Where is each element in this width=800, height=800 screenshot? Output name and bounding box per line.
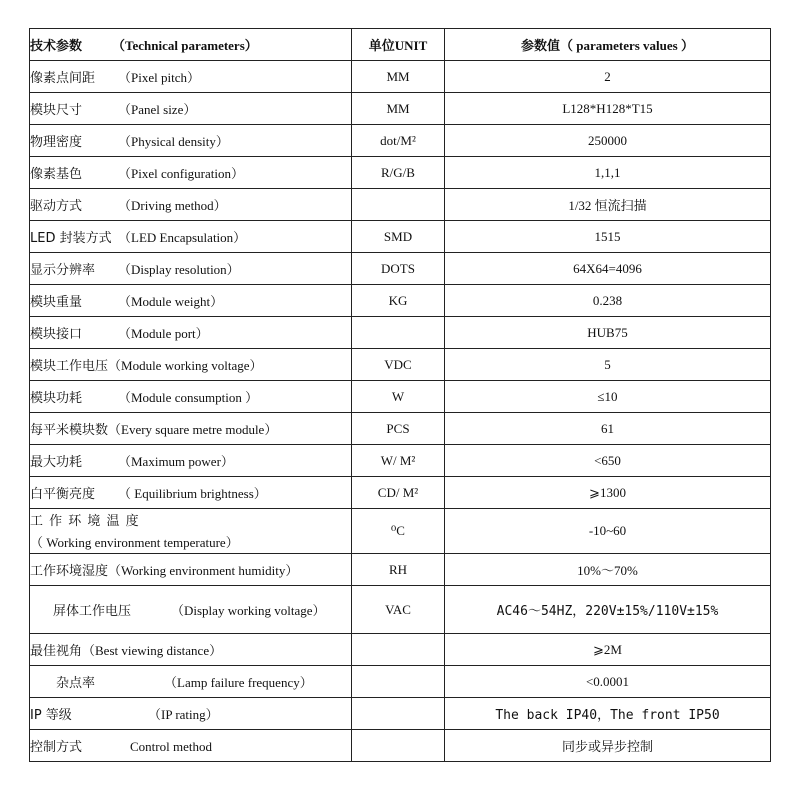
param-cell [30, 285, 352, 317]
header-param-cn: 技术参数 [30, 38, 83, 53]
unit-cell: DOTS [352, 253, 445, 285]
param-en: （Lamp failure frequency） [164, 675, 313, 690]
table-row [30, 317, 771, 349]
param-cn: 模块重量 [30, 295, 83, 310]
param-cell [30, 349, 352, 381]
value-cell: -10~60 [445, 509, 771, 554]
param-en: （Pixel configuration） [118, 166, 245, 181]
header-row [30, 29, 771, 61]
param-en: （ Working environment temperature） [30, 534, 239, 550]
param-cell [30, 93, 352, 125]
table-row [30, 381, 771, 413]
param-cn: 杂点率 [56, 676, 96, 691]
table-row [30, 666, 771, 698]
header-value: 参数值（ parameters values ） [445, 29, 771, 61]
param-cn: 像素点间距 [30, 71, 96, 86]
param-cn: LED 封装方式 [30, 231, 112, 246]
param-cell [30, 413, 352, 445]
value-cell: <0.0001 [445, 666, 771, 698]
value-cell: 5 [445, 349, 771, 381]
unit-cell [352, 634, 445, 666]
param-cell [30, 317, 352, 349]
table-row [30, 253, 771, 285]
param-en: （Working environment humidity） [108, 563, 299, 578]
table-row [30, 586, 771, 634]
param-en: （Maximum power） [118, 454, 234, 469]
param-cn: 模块功耗 [30, 391, 83, 406]
param-en: Control method [130, 739, 212, 754]
table-row [30, 554, 771, 586]
table-row [30, 157, 771, 189]
unit-cell: dot/M² [352, 125, 445, 157]
param-cn: 驱动方式 [30, 199, 83, 214]
value-cell: HUB75 [445, 317, 771, 349]
param-cell [30, 157, 352, 189]
value-cell: 0.238 [445, 285, 771, 317]
param-cn: 显示分辨率 [30, 263, 96, 278]
value-cell: 1/32 恒流扫描 [445, 189, 771, 221]
value-cell: ⩾1300 [445, 477, 771, 509]
unit-cell [352, 666, 445, 698]
param-en: （Display working voltage） [171, 603, 326, 618]
value-cell: 1515 [445, 221, 771, 253]
unit-cell: RH [352, 554, 445, 586]
unit-cell [352, 730, 445, 762]
param-en: （Every square metre module） [108, 422, 278, 437]
value-cell: ≤10 [445, 381, 771, 413]
table-row [30, 93, 771, 125]
param-cn: 最大功耗 [30, 455, 83, 470]
value-cell: 2 [445, 61, 771, 93]
table-row [30, 477, 771, 509]
param-en: （Module working voltage） [108, 358, 263, 373]
param-cn: 模块接口 [30, 327, 83, 342]
param-cn: IP 等级 [30, 708, 72, 723]
value-cell: L128*H128*T15 [445, 93, 771, 125]
value-cell: 61 [445, 413, 771, 445]
value-cell: 1,1,1 [445, 157, 771, 189]
header-unit: 单位UNIT [352, 29, 445, 61]
spec-table [29, 28, 771, 762]
param-cn: 每平米模块数 [30, 423, 109, 438]
param-cn: 物理密度 [30, 135, 83, 150]
unit-cell: MM [352, 93, 445, 125]
param-cell [30, 189, 352, 221]
value-cell: <650 [445, 445, 771, 477]
value-cell: The back IP40，The front IP50 [445, 698, 771, 730]
header-param-en: （Technical parameters） [112, 38, 258, 53]
param-cell [30, 730, 352, 762]
param-cell [30, 586, 352, 634]
table-row [30, 634, 771, 666]
param-cn: 模块工作电压 [30, 359, 109, 374]
table-row [30, 698, 771, 730]
param-cn: 模块尺寸 [30, 103, 83, 118]
param-en: （Panel size） [118, 102, 197, 117]
param-en: （Best viewing distance） [82, 643, 223, 658]
unit-cell: ⁰C [352, 509, 445, 554]
unit-cell: R/G/B [352, 157, 445, 189]
param-cell [30, 554, 352, 586]
table-row [30, 189, 771, 221]
unit-cell: KG [352, 285, 445, 317]
param-cell [30, 125, 352, 157]
param-en: （Module weight） [118, 294, 224, 309]
unit-cell: PCS [352, 413, 445, 445]
param-cell [30, 381, 352, 413]
unit-cell [352, 189, 445, 221]
value-cell: 同步或异步控制 [445, 730, 771, 762]
param-cell [30, 698, 352, 730]
param-cn: 像素基色 [30, 167, 83, 182]
unit-cell: CD/ M² [352, 477, 445, 509]
param-en: （IP rating） [148, 707, 219, 722]
value-cell: AC46～54HZ，220V±15%/110V±15% [445, 586, 771, 634]
value-cell: 64X64=4096 [445, 253, 771, 285]
param-cell [30, 634, 352, 666]
param-en: （LED Encapsulation） [118, 230, 247, 245]
param-en: （Physical density） [118, 134, 229, 149]
param-cell [30, 61, 352, 93]
param-en: （Module port） [118, 326, 209, 341]
param-en: （Module consumption ） [118, 390, 259, 405]
param-cn: 控制方式 [30, 740, 83, 755]
param-en: （Display resolution） [118, 262, 240, 277]
table-row [30, 285, 771, 317]
param-cn: 工作环境湿度 [30, 564, 109, 579]
table-row [30, 445, 771, 477]
table-row [30, 413, 771, 445]
param-cn: 白平衡亮度 [30, 487, 96, 502]
table-row [30, 125, 771, 157]
param-cell [30, 509, 352, 554]
table-row [30, 349, 771, 381]
unit-cell: W/ M² [352, 445, 445, 477]
param-en: （Pixel pitch） [118, 70, 200, 85]
value-cell: ⩾2M [445, 634, 771, 666]
table-row [30, 730, 771, 762]
unit-cell [352, 698, 445, 730]
unit-cell [352, 317, 445, 349]
header-param [30, 29, 352, 61]
param-cn: 最佳视角 [30, 644, 83, 659]
unit-cell: VAC [352, 586, 445, 634]
value-cell: 250000 [445, 125, 771, 157]
value-cell: 10%～70% [445, 554, 771, 586]
table-row [30, 61, 771, 93]
param-cell [30, 666, 352, 698]
param-cell [30, 221, 352, 253]
param-cn: 屏体工作电压 [53, 604, 132, 619]
param-en: （ Equilibrium brightness） [118, 486, 267, 501]
param-cell [30, 445, 352, 477]
unit-cell: MM [352, 61, 445, 93]
param-cell [30, 477, 352, 509]
table-row [30, 221, 771, 253]
param-cell [30, 253, 352, 285]
param-en: （Driving method） [118, 198, 227, 213]
unit-cell: W [352, 381, 445, 413]
param-cn: 工 作 环 境 温 度 [30, 513, 140, 529]
table-row [30, 509, 771, 554]
unit-cell: SMD [352, 221, 445, 253]
unit-cell: VDC [352, 349, 445, 381]
